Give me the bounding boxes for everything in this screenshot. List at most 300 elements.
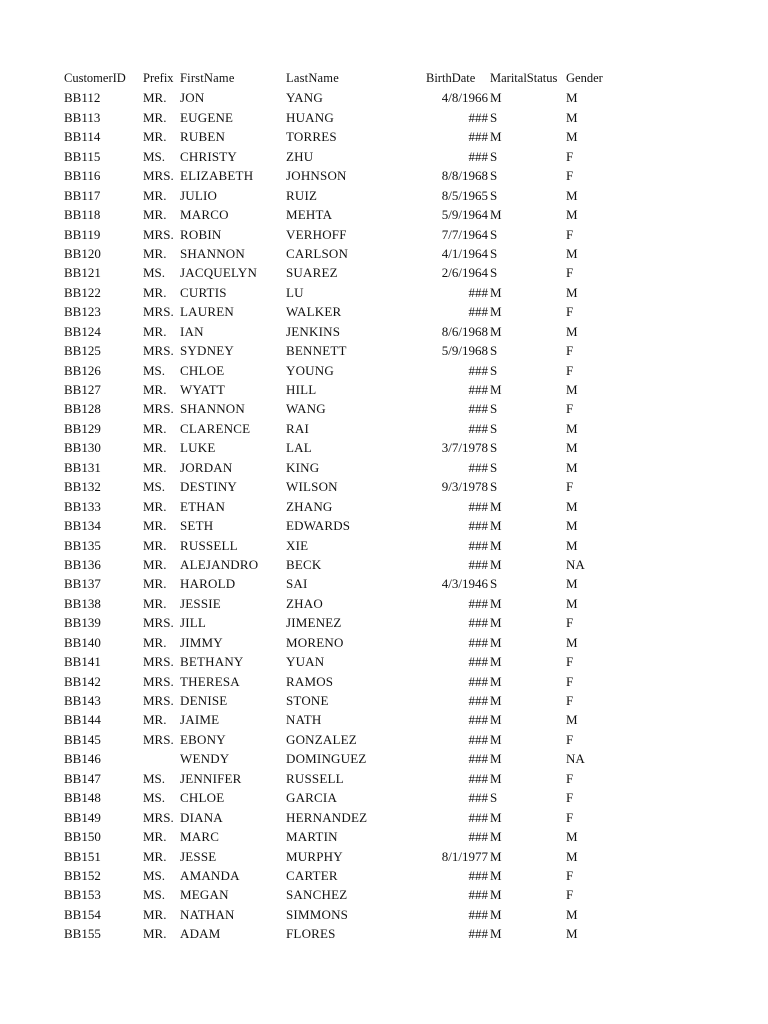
cell-marital-status: M xyxy=(490,323,502,339)
cell-marital-status: M xyxy=(490,906,502,922)
cell-customer-id: BB129 xyxy=(64,420,101,436)
cell-customer-id: BB126 xyxy=(64,362,101,378)
cell-birth-date: ### xyxy=(468,537,488,553)
cell-gender: F xyxy=(566,731,574,747)
cell-marital-status: S xyxy=(490,245,498,261)
cell-birth-date: ### xyxy=(468,887,488,903)
cell-first-name: JESSIE xyxy=(180,595,221,611)
cell-gender: F xyxy=(566,693,574,708)
cell-customer-id: BB133 xyxy=(64,498,101,514)
cell-last-name: VERHOFF xyxy=(286,226,347,242)
cell-gender: NA xyxy=(566,751,585,767)
cell-customer-id: BB114 xyxy=(64,129,101,145)
cell-birth-date: 3/7/1978 xyxy=(441,440,488,456)
cell-prefix: MS. xyxy=(143,867,166,883)
cell-birth-date: ### xyxy=(468,459,488,475)
cell-customer-id: BB122 xyxy=(64,284,101,300)
cell-gender: F xyxy=(566,809,574,825)
cell-last-name: RAI xyxy=(286,420,309,436)
cell-last-name: LU xyxy=(286,284,304,300)
cell-gender: M xyxy=(566,829,578,845)
cell-gender: M xyxy=(566,90,578,106)
cell-first-name: RUSSELL xyxy=(180,537,238,553)
cell-birth-date: ### xyxy=(468,673,488,689)
cell-prefix: MR. xyxy=(143,848,167,864)
cell-first-name: ELIZABETH xyxy=(180,168,254,184)
cell-prefix: MR. xyxy=(143,556,167,572)
cell-birth-date: 4/1/1964 xyxy=(441,245,488,261)
cell-first-name: JENNIFER xyxy=(180,770,242,786)
cell-gender: M xyxy=(566,323,578,339)
cell-first-name: DESTINY xyxy=(180,479,238,495)
cell-gender: M xyxy=(566,498,578,514)
cell-last-name: GARCIA xyxy=(286,790,338,806)
cell-gender: M xyxy=(566,518,578,534)
table-row xyxy=(0,749,768,768)
cell-first-name: CHRISTY xyxy=(180,148,238,164)
cell-prefix: MRS. xyxy=(143,654,174,670)
cell-first-name: DENISE xyxy=(180,693,228,708)
cell-marital-status: M xyxy=(490,751,502,767)
cell-gender: M xyxy=(566,595,578,611)
table-row xyxy=(0,691,768,710)
cell-marital-status: S xyxy=(490,479,498,495)
table-row xyxy=(0,866,768,885)
cell-last-name: XIE xyxy=(286,537,309,553)
cell-birth-date: ### xyxy=(468,829,488,845)
cell-marital-status: M xyxy=(490,518,502,534)
cell-birth-date: ### xyxy=(468,595,488,611)
cell-customer-id: BB150 xyxy=(64,829,101,845)
cell-birth-date: 5/9/1968 xyxy=(441,343,488,359)
cell-first-name: ROBIN xyxy=(180,226,222,242)
cell-customer-id: BB151 xyxy=(64,848,101,864)
cell-first-name: LUKE xyxy=(180,440,216,456)
cell-birth-date: ### xyxy=(468,304,488,320)
cell-birth-date: ### xyxy=(468,284,488,300)
cell-first-name: NATHAN xyxy=(180,906,235,922)
table-row xyxy=(0,516,768,535)
cell-gender: M xyxy=(566,187,578,203)
cell-customer-id: BB119 xyxy=(64,226,101,242)
cell-customer-id: BB116 xyxy=(64,168,101,184)
cell-first-name: EUGENE xyxy=(180,109,234,125)
cell-last-name: MORENO xyxy=(286,634,344,650)
cell-gender: F xyxy=(566,343,574,359)
table-body xyxy=(0,88,768,943)
cell-prefix: MR. xyxy=(143,712,167,728)
cell-last-name: SAI xyxy=(286,576,308,592)
cell-last-name: EDWARDS xyxy=(286,518,351,534)
cell-last-name: RUIZ xyxy=(286,187,318,203)
table-row xyxy=(0,186,768,205)
table-row xyxy=(0,166,768,185)
cell-prefix: MR. xyxy=(143,129,167,145)
table-row xyxy=(0,458,768,477)
cell-birth-date: 8/6/1968 xyxy=(441,323,488,339)
cell-gender: M xyxy=(566,459,578,475)
table-row xyxy=(0,380,768,399)
cell-customer-id: BB152 xyxy=(64,867,101,883)
cell-birth-date: ### xyxy=(468,809,488,825)
cell-birth-date: ### xyxy=(468,420,488,436)
table-row xyxy=(0,438,768,457)
cell-last-name: MARTIN xyxy=(286,829,338,845)
header-customer-id: CustomerID xyxy=(64,71,126,85)
cell-gender: M xyxy=(566,284,578,300)
header-marital-status: MaritalStatus xyxy=(490,71,558,85)
cell-gender: M xyxy=(566,537,578,553)
cell-prefix: MR. xyxy=(143,90,167,106)
cell-marital-status: M xyxy=(490,693,502,708)
cell-birth-date: 8/5/1965 xyxy=(441,187,488,203)
cell-marital-status: M xyxy=(490,207,502,223)
cell-prefix: MR. xyxy=(143,109,167,125)
cell-gender: M xyxy=(566,634,578,650)
cell-gender: M xyxy=(566,207,578,223)
cell-first-name: ETHAN xyxy=(180,498,226,514)
cell-last-name: GONZALEZ xyxy=(286,731,357,747)
cell-last-name: HERNANDEZ xyxy=(286,809,368,825)
cell-prefix: MRS. xyxy=(143,401,174,417)
cell-customer-id: BB112 xyxy=(64,90,101,106)
table-row xyxy=(0,497,768,516)
cell-birth-date: ### xyxy=(468,906,488,922)
table-row xyxy=(0,88,768,107)
cell-birth-date: ### xyxy=(468,518,488,534)
cell-marital-status: M xyxy=(490,634,502,650)
cell-gender: F xyxy=(566,770,574,786)
cell-prefix: MRS. xyxy=(143,615,174,631)
cell-customer-id: BB130 xyxy=(64,440,101,456)
table-row xyxy=(0,808,768,827)
cell-gender: F xyxy=(566,304,574,320)
cell-customer-id: BB134 xyxy=(64,518,101,534)
cell-marital-status: M xyxy=(490,556,502,572)
cell-prefix: MRS. xyxy=(143,304,174,320)
cell-last-name: TORRES xyxy=(286,129,337,145)
cell-customer-id: BB142 xyxy=(64,673,101,689)
header-last-name: LastName xyxy=(286,71,339,85)
cell-gender: M xyxy=(566,712,578,728)
cell-birth-date: ### xyxy=(468,148,488,164)
cell-marital-status: S xyxy=(490,576,498,592)
cell-gender: M xyxy=(566,109,578,125)
cell-first-name: JON xyxy=(180,90,205,106)
cell-marital-status: M xyxy=(490,129,502,145)
table-row xyxy=(0,827,768,846)
cell-first-name: JILL xyxy=(180,615,207,631)
cell-last-name: RUSSELL xyxy=(286,770,344,786)
cell-last-name: SANCHEZ xyxy=(286,887,348,903)
cell-prefix: MS. xyxy=(143,770,166,786)
cell-last-name: HUANG xyxy=(286,109,334,125)
cell-birth-date: 7/7/1964 xyxy=(441,226,488,242)
header-first-name: FirstName xyxy=(180,71,235,85)
cell-customer-id: BB117 xyxy=(64,187,101,203)
cell-prefix: MR. xyxy=(143,323,167,339)
cell-gender: M xyxy=(566,926,578,942)
cell-prefix: MR. xyxy=(143,420,167,436)
table-row xyxy=(0,924,768,943)
table-row xyxy=(0,283,768,302)
cell-customer-id: BB136 xyxy=(64,556,101,572)
cell-last-name: ZHANG xyxy=(286,498,333,514)
cell-customer-id: BB120 xyxy=(64,245,101,261)
cell-customer-id: BB125 xyxy=(64,343,101,359)
cell-customer-id: BB128 xyxy=(64,401,101,417)
cell-prefix: MRS. xyxy=(143,226,174,242)
cell-customer-id: BB131 xyxy=(64,459,101,475)
cell-last-name: MEHTA xyxy=(286,207,333,223)
cell-marital-status: S xyxy=(490,440,498,456)
table-row xyxy=(0,847,768,866)
cell-first-name: JULIO xyxy=(180,187,218,203)
header-birth-date: BirthDate xyxy=(426,71,476,85)
cell-customer-id: BB149 xyxy=(64,809,101,825)
cell-birth-date: ### xyxy=(468,693,488,708)
cell-prefix: MR. xyxy=(143,634,167,650)
cell-customer-id: BB144 xyxy=(64,712,101,728)
cell-marital-status: M xyxy=(490,770,502,786)
cell-first-name: SHANNON xyxy=(180,401,245,417)
cell-first-name: WYATT xyxy=(180,382,226,397)
cell-last-name: LAL xyxy=(286,440,312,456)
cell-last-name: YOUNG xyxy=(286,362,334,378)
cell-prefix: MR. xyxy=(143,829,167,845)
cell-first-name: IAN xyxy=(180,323,204,339)
cell-birth-date: 8/8/1968 xyxy=(441,168,488,184)
cell-marital-status: M xyxy=(490,809,502,825)
cell-prefix: MRS. xyxy=(143,673,174,689)
cell-prefix: MRS. xyxy=(143,168,174,184)
cell-prefix: MR. xyxy=(143,440,167,456)
cell-customer-id: BB155 xyxy=(64,926,101,942)
cell-prefix: MR. xyxy=(143,187,167,203)
cell-customer-id: BB143 xyxy=(64,693,101,708)
cell-first-name: JACQUELYN xyxy=(180,265,258,281)
cell-last-name: STONE xyxy=(286,693,329,708)
cell-marital-status: M xyxy=(490,537,502,553)
cell-last-name: NATH xyxy=(286,712,322,728)
cell-birth-date: ### xyxy=(468,712,488,728)
cell-gender: M xyxy=(566,440,578,456)
cell-customer-id: BB148 xyxy=(64,790,101,806)
cell-prefix: MR. xyxy=(143,576,167,592)
cell-marital-status: M xyxy=(490,867,502,883)
cell-marital-status: S xyxy=(490,459,498,475)
cell-gender: F xyxy=(566,226,574,242)
cell-first-name: SETH xyxy=(180,518,214,534)
cell-prefix: MR. xyxy=(143,284,167,300)
cell-birth-date: ### xyxy=(468,751,488,767)
cell-birth-date: ### xyxy=(468,109,488,125)
table-row xyxy=(0,477,768,496)
table-row xyxy=(0,769,768,788)
cell-birth-date: ### xyxy=(468,382,488,397)
cell-last-name: RAMOS xyxy=(286,673,334,689)
cell-first-name: MARC xyxy=(180,829,220,845)
table-row xyxy=(0,905,768,924)
cell-last-name: SIMMONS xyxy=(286,906,349,922)
cell-birth-date: ### xyxy=(468,790,488,806)
cell-birth-date: ### xyxy=(468,129,488,145)
cell-customer-id: BB146 xyxy=(64,751,101,767)
cell-gender: F xyxy=(566,867,574,883)
cell-last-name: FLORES xyxy=(286,926,336,942)
cell-first-name: JORDAN xyxy=(180,459,233,475)
cell-marital-status: M xyxy=(490,731,502,747)
cell-customer-id: BB147 xyxy=(64,770,101,786)
cell-birth-date: ### xyxy=(468,401,488,417)
cell-prefix: MS. xyxy=(143,148,166,164)
cell-marital-status: S xyxy=(490,109,498,125)
cell-prefix: MRS. xyxy=(143,731,174,747)
cell-prefix: MR. xyxy=(143,595,167,611)
cell-birth-date: ### xyxy=(468,634,488,650)
cell-marital-status: M xyxy=(490,673,502,689)
cell-last-name: CARTER xyxy=(286,867,338,883)
cell-customer-id: BB123 xyxy=(64,304,101,320)
cell-marital-status: S xyxy=(490,790,498,806)
cell-gender: F xyxy=(566,401,574,417)
cell-last-name: WALKER xyxy=(286,304,342,320)
cell-gender: M xyxy=(566,129,578,145)
table-row xyxy=(0,399,768,418)
cell-first-name: JESSE xyxy=(180,848,217,864)
cell-marital-status: M xyxy=(490,595,502,611)
cell-last-name: YANG xyxy=(286,90,323,106)
cell-first-name: CHLOE xyxy=(180,790,225,806)
cell-last-name: KING xyxy=(286,459,320,475)
cell-marital-status: M xyxy=(490,284,502,300)
cell-marital-status: S xyxy=(490,343,498,359)
cell-birth-date: ### xyxy=(468,498,488,514)
cell-first-name: RUBEN xyxy=(180,129,226,145)
cell-last-name: MURPHY xyxy=(286,848,343,864)
table-row xyxy=(0,730,768,749)
cell-gender: NA xyxy=(566,556,585,572)
cell-customer-id: BB145 xyxy=(64,731,101,747)
cell-prefix: MR. xyxy=(143,382,167,397)
cell-marital-status: M xyxy=(490,654,502,670)
table-row xyxy=(0,788,768,807)
table-row xyxy=(0,536,768,555)
cell-gender: F xyxy=(566,790,574,806)
table-row xyxy=(0,225,768,244)
customer-table xyxy=(0,69,768,944)
cell-last-name: JIMENEZ xyxy=(286,615,342,631)
cell-first-name: THERESA xyxy=(180,673,240,689)
cell-prefix: MR. xyxy=(143,926,167,942)
cell-last-name: JOHNSON xyxy=(286,168,347,184)
header-prefix: Prefix xyxy=(143,71,174,85)
cell-prefix: MR. xyxy=(143,906,167,922)
cell-customer-id: BB138 xyxy=(64,595,101,611)
cell-prefix: MRS. xyxy=(143,809,174,825)
cell-first-name: JAIME xyxy=(180,712,220,728)
cell-last-name: BENNETT xyxy=(286,343,347,359)
cell-last-name: ZHU xyxy=(286,148,314,164)
cell-prefix: MS. xyxy=(143,479,166,495)
cell-gender: M xyxy=(566,382,578,397)
cell-prefix: MS. xyxy=(143,362,166,378)
cell-prefix: MS. xyxy=(143,265,166,281)
cell-customer-id: BB137 xyxy=(64,576,101,592)
cell-customer-id: BB121 xyxy=(64,265,101,281)
cell-prefix: MR. xyxy=(143,207,167,223)
cell-first-name: CHLOE xyxy=(180,362,225,378)
cell-first-name: ALEJANDRO xyxy=(180,556,259,572)
table-row xyxy=(0,302,768,321)
cell-gender: F xyxy=(566,362,574,378)
table-row xyxy=(0,147,768,166)
cell-gender: F xyxy=(566,479,574,495)
cell-birth-date: 9/3/1978 xyxy=(441,479,488,495)
cell-customer-id: BB154 xyxy=(64,906,101,922)
cell-marital-status: M xyxy=(490,382,502,397)
table-row xyxy=(0,652,768,671)
table-row xyxy=(0,108,768,127)
cell-birth-date: 5/9/1964 xyxy=(441,207,488,223)
cell-gender: F xyxy=(566,168,574,184)
table-row xyxy=(0,574,768,593)
cell-prefix: MS. xyxy=(143,887,166,903)
cell-gender: M xyxy=(566,245,578,261)
cell-birth-date: ### xyxy=(468,731,488,747)
cell-customer-id: BB118 xyxy=(64,207,101,223)
cell-marital-status: M xyxy=(490,615,502,631)
cell-prefix: MR. xyxy=(143,498,167,514)
cell-first-name: JIMMY xyxy=(180,634,223,650)
cell-customer-id: BB127 xyxy=(64,382,101,397)
cell-birth-date: ### xyxy=(468,770,488,786)
cell-marital-status: M xyxy=(490,498,502,514)
cell-last-name: BECK xyxy=(286,556,322,572)
table-row xyxy=(0,555,768,574)
table-row xyxy=(0,633,768,652)
cell-birth-date: 2/6/1964 xyxy=(441,265,488,281)
cell-marital-status: S xyxy=(490,362,498,378)
cell-last-name: ZHAO xyxy=(286,595,323,611)
cell-customer-id: BB141 xyxy=(64,654,101,670)
table-row xyxy=(0,594,768,613)
table-row xyxy=(0,613,768,632)
cell-gender: F xyxy=(566,673,574,689)
cell-first-name: BETHANY xyxy=(180,654,244,670)
table-row xyxy=(0,341,768,360)
table-row xyxy=(0,205,768,224)
cell-last-name: WANG xyxy=(286,401,326,417)
cell-last-name: WILSON xyxy=(286,479,338,495)
cell-gender: F xyxy=(566,265,574,281)
cell-customer-id: BB135 xyxy=(64,537,101,553)
cell-marital-status: S xyxy=(490,148,498,164)
table-header-row xyxy=(0,69,768,88)
cell-prefix: MS. xyxy=(143,790,166,806)
cell-last-name: DOMINGUEZ xyxy=(286,751,367,767)
cell-customer-id: BB115 xyxy=(64,148,101,164)
cell-marital-status: S xyxy=(490,226,498,242)
cell-birth-date: 8/1/1977 xyxy=(441,848,488,864)
table-row xyxy=(0,361,768,380)
cell-birth-date: 4/8/1966 xyxy=(441,90,488,106)
cell-gender: F xyxy=(566,615,574,631)
cell-marital-status: S xyxy=(490,420,498,436)
cell-marital-status: S xyxy=(490,168,498,184)
cell-prefix: MRS. xyxy=(143,693,174,708)
cell-gender: M xyxy=(566,848,578,864)
